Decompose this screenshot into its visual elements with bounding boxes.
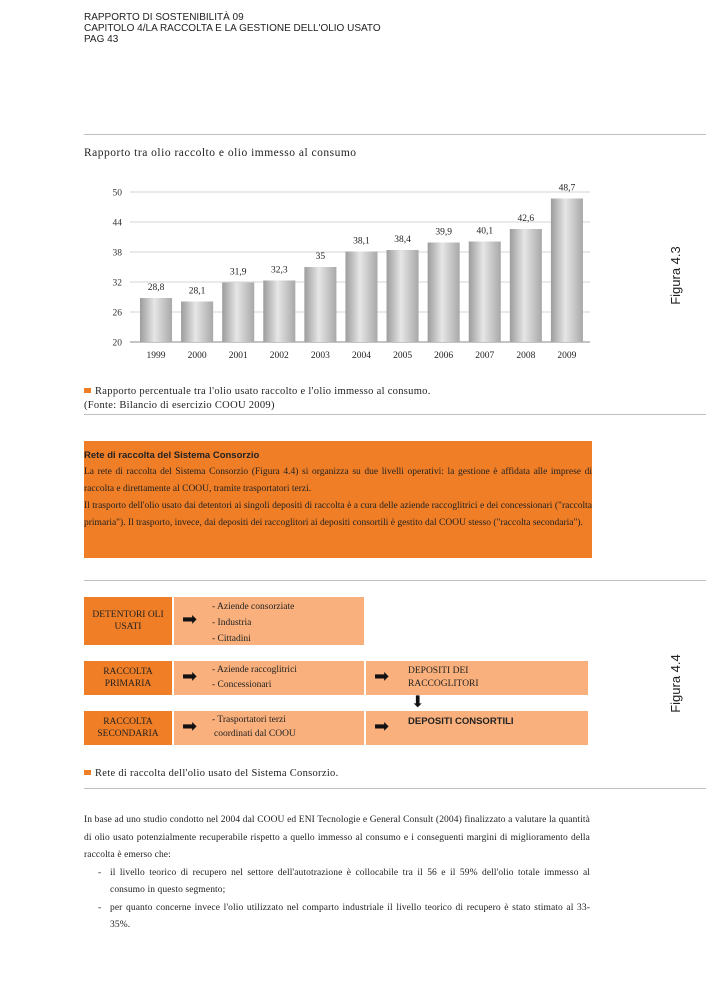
caption-text: Rapporto percentuale tra l'olio usato raccolto e l'olio immesso al consumo. xyxy=(95,386,431,397)
arrow-right-icon: ➡ xyxy=(374,716,390,737)
info-box xyxy=(84,441,592,558)
bar-2006 xyxy=(428,243,460,343)
divider xyxy=(84,134,706,135)
data-label: 39,9 xyxy=(435,227,452,238)
info-box-title: Rete di raccolta del Sistema Consorzio xyxy=(84,450,260,461)
node-detentori-list xyxy=(174,597,364,645)
node-secondaria-list xyxy=(174,711,364,745)
bar-2009 xyxy=(551,199,583,343)
info-box-paragraph-1: La rete di raccolta del Sistema Consorzio (Figura 4.4) si organizza su due livelli operativi: la gestione è affidata alle imprese di raccolta e direttamente al COOU, tramite trasportatori terzi. xyxy=(84,467,592,494)
bar-1999 xyxy=(140,298,172,342)
y-tick-label: 32 xyxy=(112,278,122,289)
bar-2001 xyxy=(222,283,254,343)
y-tick-label: 50 xyxy=(112,188,122,199)
y-tick-label: 44 xyxy=(112,218,122,229)
list-item: coordinati dal COOU xyxy=(214,729,296,739)
data-label: 28,1 xyxy=(188,286,206,297)
bar-2008 xyxy=(510,229,542,342)
body-intro: In base ad uno studio condotto nel 2004 dal COOU ed ENI Tecnologie e General Consult (2004) finalizzato a valutare la quantità di olio usato potenzialmente recuperabile rispetto a quello immesso al consumo e i conseguenti margini di miglioramento della raccolta è emerso che: xyxy=(84,815,590,860)
divider xyxy=(84,414,706,415)
node-target-label: DEPOSITI CONSORTILI xyxy=(408,716,514,727)
header-chapter: CAPITOLO 4/LA RACCOLTA E LA GESTIONE DELL'OLIO USATO xyxy=(84,23,381,34)
x-tick-label: 2005 xyxy=(393,351,413,361)
data-label: 40,1 xyxy=(476,226,494,237)
bar-2004 xyxy=(345,252,377,343)
bar-2002 xyxy=(263,281,295,343)
y-tick-label: 38 xyxy=(112,248,122,259)
x-tick-label: 2004 xyxy=(351,351,371,361)
arrow-right-icon: ➡ xyxy=(182,666,198,687)
y-tick-label: 26 xyxy=(112,308,122,319)
figure-4-4-caption xyxy=(84,768,339,779)
list-item: - Aziende consorziate xyxy=(212,602,295,612)
caption-bullet-icon xyxy=(84,770,91,775)
bar-chart xyxy=(84,180,604,365)
bar-2000 xyxy=(181,302,213,343)
x-tick-label: 2008 xyxy=(516,351,536,361)
arrow-down-icon: ⬇ xyxy=(411,692,425,711)
node-target-label: DEPOSITI DEI RACCOGLITORI xyxy=(408,666,479,689)
data-label: 31,9 xyxy=(229,267,247,278)
arrow-right-icon: ➡ xyxy=(182,609,198,630)
x-tick-label: 1999 xyxy=(146,351,166,361)
data-label: 38,1 xyxy=(353,236,370,247)
caption-text: Rete di raccolta dell'olio usato del Sistema Consorzio. xyxy=(95,768,339,779)
data-label: 32,3 xyxy=(270,265,288,276)
node-depositi-raccoglitori xyxy=(366,661,588,695)
node-primaria-list xyxy=(174,661,364,695)
node-detentori: DETENTORI OLI USATI xyxy=(84,597,172,645)
list-item: - il livello teorico di recupero nel settore dell'autotrazione è collocabile tra il 56 e il 59% dell'olio totale immesso al consumo in questo segmento; xyxy=(98,865,590,900)
node-raccolta-primaria: RACCOLTA PRIMARIA xyxy=(84,661,172,695)
figure-4-3-label: Figura 4.3 xyxy=(667,246,683,305)
x-tick-label: 2001 xyxy=(228,351,248,361)
list-item: - Trasportatori terzi xyxy=(212,715,286,725)
divider xyxy=(84,788,706,789)
list-item: - Industria xyxy=(212,618,252,628)
x-tick-label: 2007 xyxy=(475,351,495,361)
divider xyxy=(84,580,706,581)
node-depositi-consortili xyxy=(366,711,588,745)
x-tick-label: 2009 xyxy=(557,351,577,361)
info-box-paragraph-2: Il trasporto dell'olio usato dai detentori ai singoli depositi di raccolta è a cura delle aziende raccoglitrici e dei concessionari ("raccolta primaria"). Il trasporto, invece, dai depositi dei raccoglitori ai depositi consortili è gestito dal COOU stesso ("raccolta secondaria"). xyxy=(84,501,592,528)
x-tick-label: 2000 xyxy=(187,351,207,361)
data-label: 48,7 xyxy=(558,183,576,194)
caption-bullet-icon xyxy=(84,388,91,393)
header-page: PAG 43 xyxy=(84,34,119,45)
arrow-right-icon: ➡ xyxy=(374,666,390,687)
body-text xyxy=(84,812,590,935)
data-label: 42,6 xyxy=(517,214,535,224)
data-label: 28,8 xyxy=(147,283,165,293)
bar-2005 xyxy=(387,250,419,342)
header-report-title: RAPPORTO DI SOSTENIBILITÀ 09 xyxy=(84,12,244,23)
list-item: - Cittadini xyxy=(212,634,251,644)
list-item: - Concessionari xyxy=(212,680,272,690)
running-header xyxy=(84,12,381,45)
bar-2007 xyxy=(469,242,501,343)
x-tick-label: 2006 xyxy=(434,351,454,361)
list-item: - Aziende raccoglitrici xyxy=(212,665,297,675)
figure-4-4-label: Figura 4.4 xyxy=(667,654,683,713)
figure-4-3-source: (Fonte: Bilancio di esercizio COOU 2009) xyxy=(84,400,275,411)
data-label: 38,4 xyxy=(394,235,411,245)
chart-title: Rapporto tra olio raccolto e olio immesso al consumo xyxy=(84,147,357,159)
bar-2003 xyxy=(304,267,336,342)
figure-4-3-caption xyxy=(84,386,431,397)
y-tick-label: 20 xyxy=(112,338,122,349)
list-item: - per quanto concerne invece l'olio utilizzato nel comparto industriale il livello teorico di recupero è stato stimato al 33-35%. xyxy=(98,900,590,935)
x-tick-label: 2002 xyxy=(269,351,289,361)
data-label: 35 xyxy=(315,252,326,262)
arrow-right-icon: ➡ xyxy=(182,716,198,737)
body-bullet-list xyxy=(84,865,590,935)
x-tick-label: 2003 xyxy=(310,351,330,361)
node-raccolta-secondaria: RACCOLTA SECONDARIA xyxy=(84,711,172,745)
